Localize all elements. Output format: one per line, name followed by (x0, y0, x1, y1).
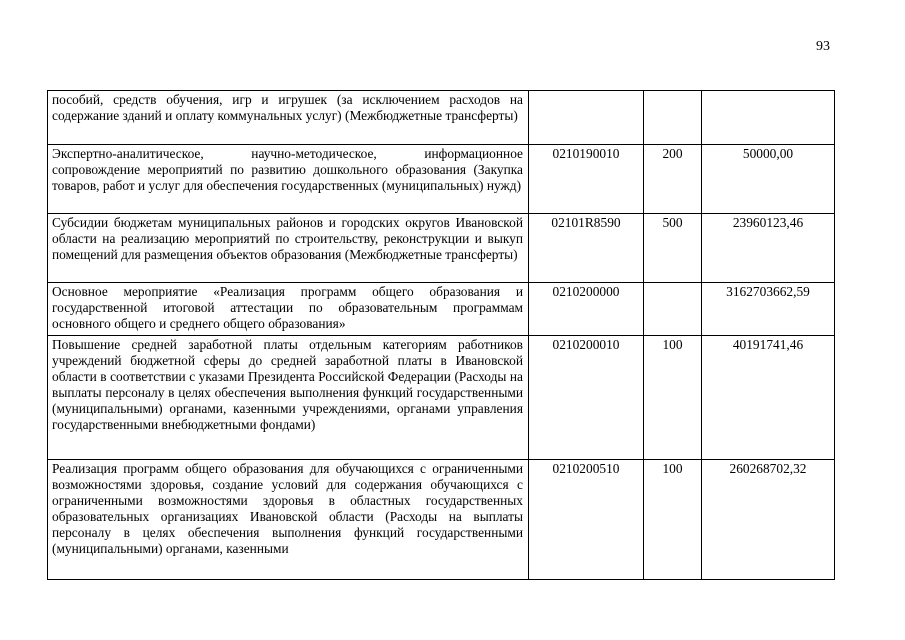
page-number: 93 (816, 39, 830, 54)
row-description: Экспертно-аналитическое, научно-методическое, информационное сопровождение мероприятий по развитию дошкольного образования (Закупка товаров, работ и услуг для обеспечения государственных (муниципальных) нужд) (48, 145, 529, 214)
row-sum (702, 91, 835, 145)
row-sum: 260268702,32 (702, 460, 835, 580)
table-row (48, 336, 835, 460)
table-row (48, 145, 835, 214)
row-target-code: 0210200510 (529, 460, 644, 580)
table-row (48, 283, 835, 336)
row-sum: 23960123,46 (702, 214, 835, 283)
row-description: Реализация программ общего образования для обучающихся с ограниченными возможностями здоровья, создание условий для содержания обучающихся с ограниченными возможностями здоровья в областных государственных образовательных организациях Ивановской области (Расходы на выплаты персоналу в целях обеспечения выполнения функций государственными (муниципальными) органами, казенными (48, 460, 529, 580)
row-description: пособий, средств обучения, игр и игрушек (за исключением расходов на содержание зданий и оплату коммунальных услуг) (Межбюджетные трансферты) (48, 91, 529, 145)
row-sum: 40191741,46 (702, 336, 835, 460)
row-target-code: 0210200010 (529, 336, 644, 460)
row-description: Повышение средней заработной платы отдельным категориям работников учреждений бюджетной сферы до средней заработной платы в Ивановской области в соответствии с указами Президента Российской Федерации (Расходы на выплаты персоналу в целях обеспечения выполнения функций государственными (муниципальными) органами, казенными учреждениями, органами управления государственными внебюджетными фондами) (48, 336, 529, 460)
row-description: Субсидии бюджетам муниципальных районов и городских округов Ивановской области на реализацию мероприятий по строительству, реконструкции и выкуп помещений для размещения объектов образования (Межбюджетные трансферты) (48, 214, 529, 283)
row-expense-type: 500 (644, 214, 702, 283)
row-expense-type (644, 91, 702, 145)
row-target-code (529, 91, 644, 145)
row-expense-type: 200 (644, 145, 702, 214)
row-target-code: 0210190010 (529, 145, 644, 214)
budget-table (47, 90, 835, 580)
row-expense-type: 100 (644, 336, 702, 460)
row-target-code: 02101R8590 (529, 214, 644, 283)
table-row (48, 91, 835, 145)
table-row (48, 460, 835, 580)
table-row (48, 214, 835, 283)
row-sum: 3162703662,59 (702, 283, 835, 336)
row-description: Основное мероприятие «Реализация программ общего образования и государственной итоговой аттестации по образовательным программам основного общего и среднего общего образования» (48, 283, 529, 336)
row-target-code: 0210200000 (529, 283, 644, 336)
row-sum: 50000,00 (702, 145, 835, 214)
row-expense-type (644, 283, 702, 336)
row-expense-type: 100 (644, 460, 702, 580)
